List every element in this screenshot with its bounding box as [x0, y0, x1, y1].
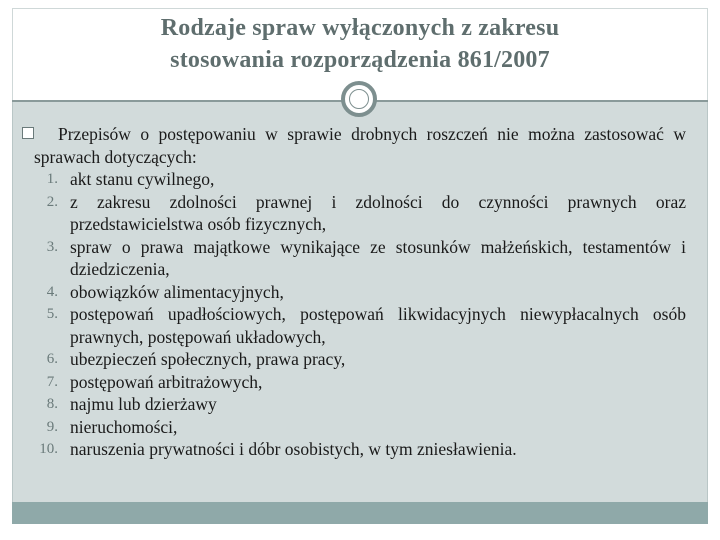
list-item — [22, 416, 686, 439]
list-item — [22, 236, 686, 281]
list-item-number: 1. — [46, 171, 58, 187]
list-item-text: ubezpieczeń społecznych, prawa pracy, — [70, 349, 346, 369]
intro-paragraph — [22, 123, 686, 168]
list-item-text: akt stanu cywilnego, — [70, 169, 215, 189]
list-item-number: 2. — [46, 193, 58, 210]
list-item-number: 6. — [46, 351, 58, 367]
list-item-number: 7. — [46, 373, 58, 390]
list-item — [22, 168, 686, 191]
body-text — [22, 123, 686, 461]
list-item — [22, 348, 686, 371]
circle-ornament-icon — [341, 81, 377, 117]
list-item — [22, 393, 686, 416]
list-item-number: 9. — [46, 418, 58, 435]
square-bullet-icon — [22, 127, 34, 139]
list-item — [22, 303, 686, 348]
list-item-text: z zakresu zdolności prawnej i zdolności do czynności prawnych oraz przedstawicielstwa osób fizycznych, — [70, 191, 686, 234]
slide-title-line-1: Rodzaje spraw wyłączonych z zakresu — [160, 15, 560, 41]
list-item-text: spraw o prawa majątkowe wynikające ze stosunków małżeńskich, testamentów i dziedziczenia, — [70, 236, 686, 279]
list-item-text: nieruchomości, — [70, 416, 178, 437]
list-item — [22, 371, 686, 394]
list-item-number: 3. — [46, 238, 58, 255]
exclusion-list — [22, 168, 686, 461]
footer-bar — [12, 502, 708, 524]
slide-title — [12, 12, 708, 76]
slide-title-line-2: stosowania rozporządzenia 861/2007 — [170, 47, 550, 73]
list-item-number: 4. — [46, 283, 58, 300]
list-item-text: naruszenia prywatności i dóbr osobistych, w tym zniesławienia. — [70, 439, 517, 459]
list-item — [22, 281, 686, 304]
list-item — [22, 191, 686, 236]
list-item-number: 5. — [46, 306, 58, 322]
intro-text: Przepisów o postępowaniu w sprawie drobnych roszczeń nie można zastosować w sprawach dotyczących: — [34, 124, 686, 167]
list-item-text: postępowań arbitrażowych, — [70, 371, 263, 392]
list-item-number: 8. — [46, 396, 58, 412]
list-item-number: 10. — [39, 441, 58, 457]
list-item-text: najmu lub dzierżawy — [70, 394, 217, 414]
list-item — [22, 438, 686, 461]
list-item-text: postępowań upadłościowych, postępowań likwidacyjnych niewypłacalnych osób prawnych, postępowań układowych, — [70, 304, 686, 347]
list-item-text: obowiązków alimentacyjnych, — [70, 281, 284, 302]
circle-ornament-inner — [349, 89, 369, 109]
